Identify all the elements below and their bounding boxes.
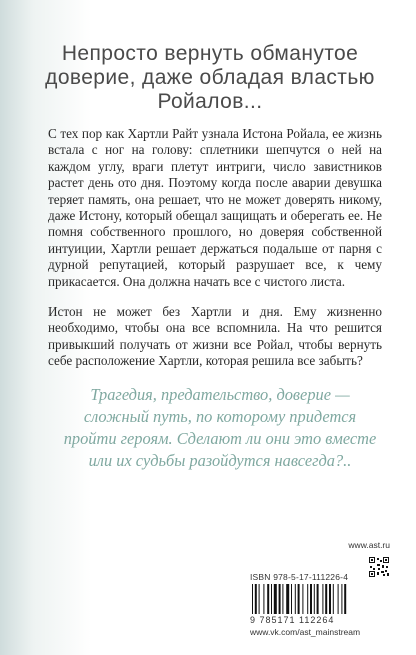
barcode-icon — [250, 584, 374, 614]
headline: Непросто вернуть обманутое доверие, даже обладая властью Ройалов... — [45, 42, 375, 113]
barcode-number: 9 785171 112264 — [250, 615, 335, 625]
publisher-site: www.ast.ru — [348, 540, 390, 550]
publisher-footer — [250, 540, 390, 637]
tagline: Трагедия, предательство, доверие — сложный путь, по которому придется пройти героям. Сделают ли они это вместе или их судьбы разойдутся навсегда?.. — [63, 385, 377, 470]
qr-code-icon — [368, 556, 390, 578]
description-paragraph-2: Истон не может без Хартли и дня. Ему жизненно необходимо, чтобы она все вспомнила. На что решится привыкший получать от жизни все Ройал, чтобы вернуть себе расположение Хартли, которая решила все забыть? — [48, 304, 382, 369]
isbn: ISBN 978-5-17-111226-4 — [250, 572, 349, 582]
description — [48, 126, 382, 384]
vk-link: www.vk.com/ast_mainstream — [250, 627, 361, 637]
description-paragraph-1: С тех пор как Хартли Райт узнала Истона Ройала, ее жизнь встала с ног на голову: сплетники шепчутся о ней на каждом углу, враги плетут интриги, число завистников растет день ото дня. Поэтому когда после аварии девушка теряет память, она решает, что не может доверять никому, даже Истону, который обещал защищать и оберегать ее. Не помня собственного прошлого, но доверяя собственной интуиции, Хартли решает держаться подальше от парня с дурной репутацией, который разрушает все, к чему прикасается. Она должна начать все с чистого листа. — [48, 126, 382, 289]
